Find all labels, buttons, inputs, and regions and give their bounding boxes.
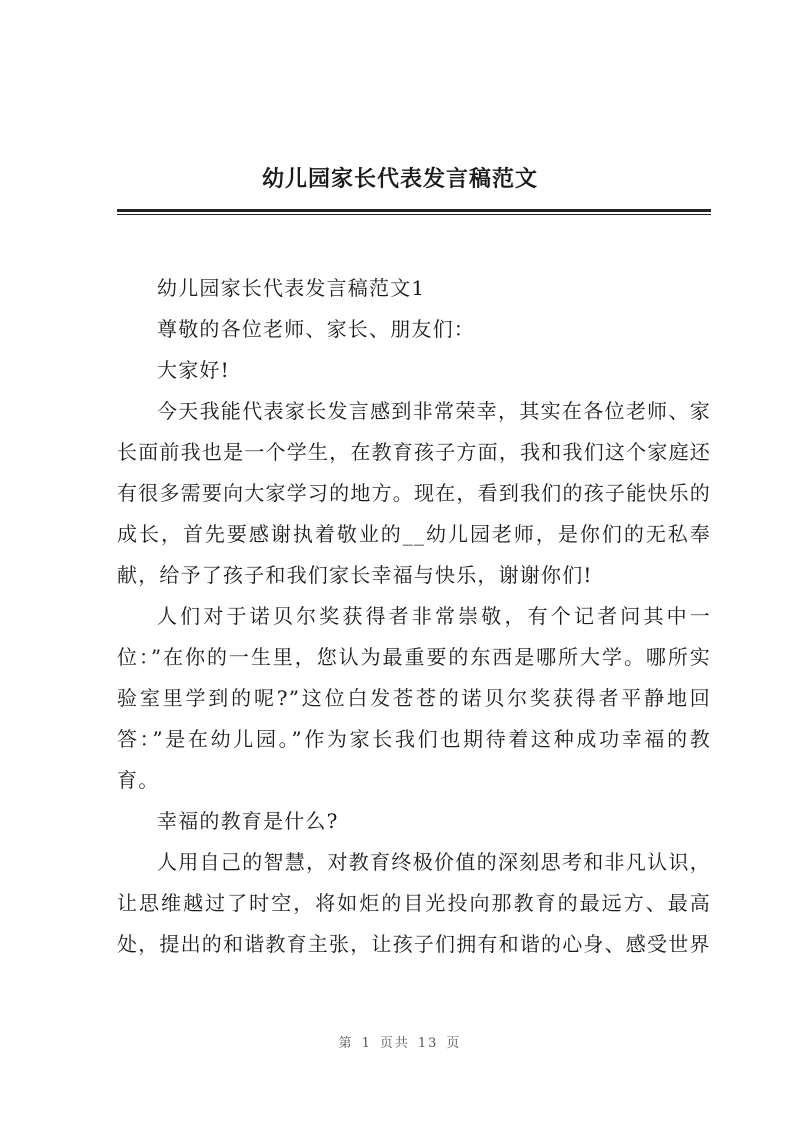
footer-prefix: 第 [338, 1036, 354, 1051]
paragraph-heading: 幼儿园家长代表发言稿范文1 [157, 276, 426, 300]
paragraph: 今天我能代表家长发言感到非常荣幸，其实在各位老师、家长面前我也是一个学生，在教育孩子方面，我和我们这个家庭还有很多需要向大家学习的地方。现在，看到我们的孩子能快乐的成长，首先要感谢执着敬业的__幼儿园老师，是你们的无私奉献，给予了孩子和我们家长幸福与快乐，谢谢你们! [117, 399, 711, 587]
document-body [117, 268, 711, 965]
footer-suffix: 页 [446, 1036, 462, 1051]
paragraph-greeting: 大家好! [157, 358, 230, 382]
page-footer [0, 1032, 800, 1051]
footer-middle: 页共 [379, 1036, 410, 1051]
paragraph-salutation: 尊敬的各位老师、家长、朋友们： [157, 317, 475, 341]
paragraph: 人们对于诺贝尔奖获得者非常崇敬，有个记者问其中一位：”在你的一生里，您认为最重要的东西是哪所大学。哪所实验室里学到的呢?”这位白发苍苍的诺贝尔奖获得者平静地回答：”是在幼儿园。”作为家长我们也期待着这种成功幸福的教育。 [117, 604, 711, 792]
footer-total-pages: 13 [417, 1036, 439, 1051]
title-divider [117, 209, 711, 212]
title-divider-thin [117, 214, 711, 215]
footer-page-number: 1 [361, 1036, 372, 1051]
paragraph: 幸福的教育是什么? [157, 809, 339, 833]
document-title: 幼儿园家长代表发言稿范文 [261, 166, 538, 192]
paragraph: 人用自己的智慧，对教育终极价值的深刻思考和非凡认识，让思维越过了时空，将如炬的目光投向那教育的最远方、最高处，提出的和谐教育主张，让孩子们拥有和谐的心身、感受世界 [117, 850, 711, 956]
